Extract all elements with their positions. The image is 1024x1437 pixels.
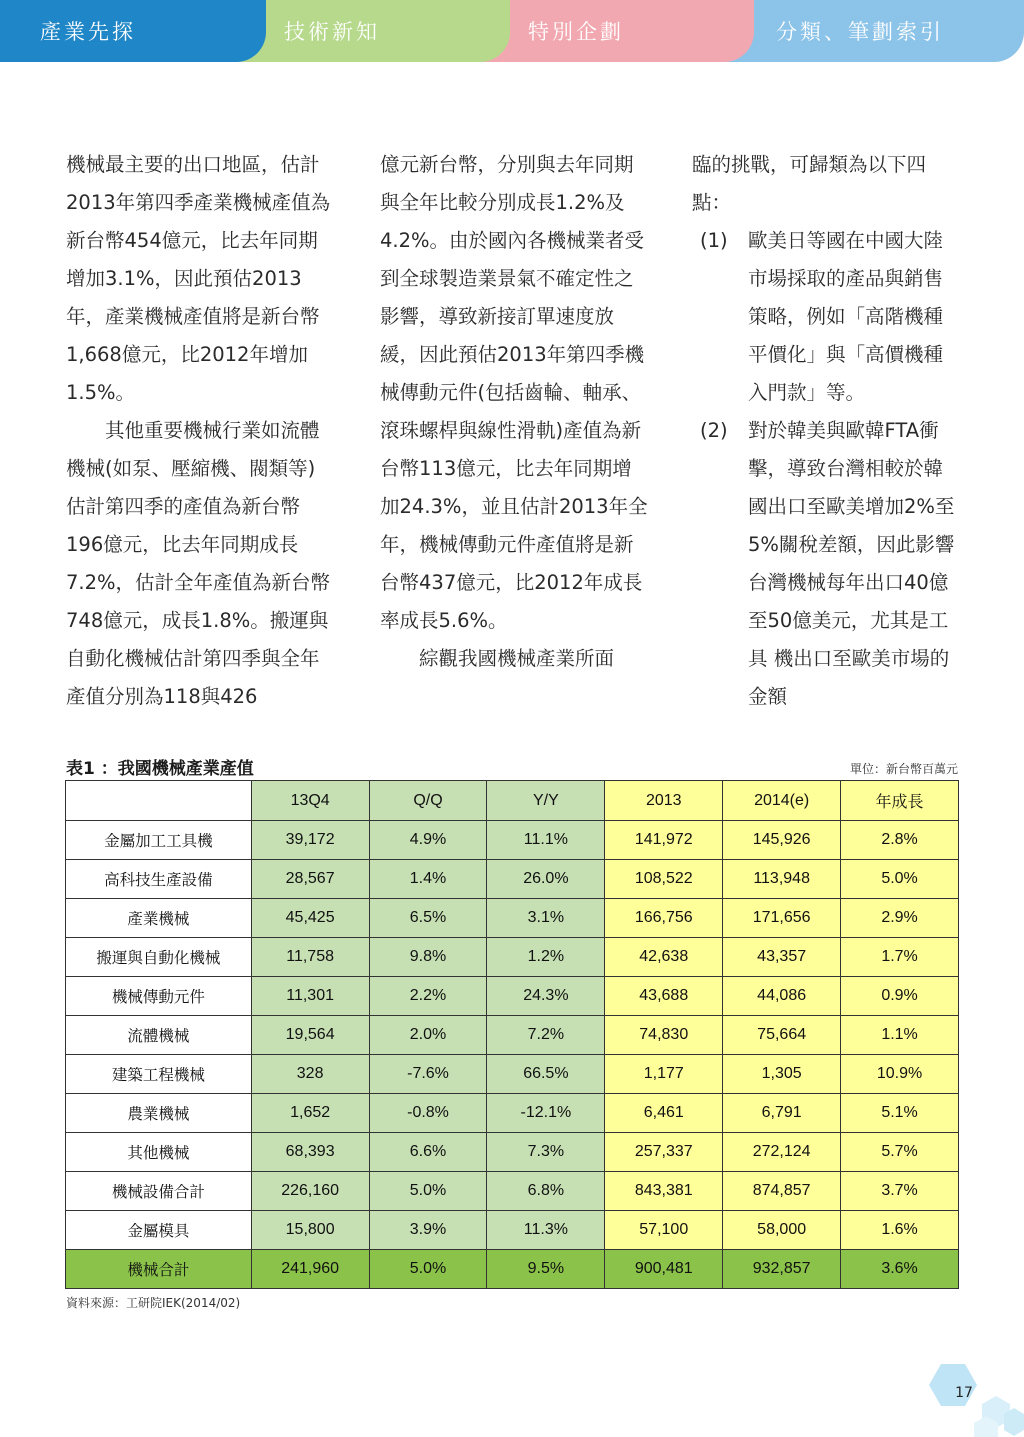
paragraph: 其他重要機械行業如流體機械(如泵、壓縮機、閥類等)估計第四季的產值為新台幣196億元，比去年同期成長7.2%，估計全年產值為新台幣748億元，成長1.8%。搬運與自動化機械估計第四季與全年產值分別為118與426: [66, 419, 331, 708]
table-cell: 272,124: [723, 1133, 841, 1172]
paragraph: 臨的挑戰，可歸類為以下四點：: [692, 153, 927, 214]
table-cell: 6.6%: [369, 1133, 487, 1172]
table-row: [66, 899, 959, 938]
table-cell: 145,926: [723, 821, 841, 860]
table-cell: 產業機械: [66, 899, 252, 938]
table-cell: 9.5%: [487, 1250, 605, 1289]
header-cell: 2014(e): [723, 781, 841, 821]
table-cell: 26.0%: [487, 860, 605, 899]
paragraph: 億元新台幣，分別與去年同期與全年比較分別成長1.2%及4.2%。由於國內各機械業者受到全球製造業景氣不確定性之影響，導致新接訂單速度放緩，因此預估2013年第四季機械傳動元件(包括齒輪、軸承、滾珠螺桿與線性滑軌)產值為新台幣113億元，比去年同期增加24.3%，並且估計2013年全年，機械傳動元件產值將是新台幣437億元，比2012年成長率成長5.6%。: [380, 153, 648, 632]
table-cell: 5.0%: [369, 1250, 487, 1289]
table-cell: 1,177: [605, 1055, 723, 1094]
table-cell: 19,564: [251, 1016, 369, 1055]
table-cell: 74,830: [605, 1016, 723, 1055]
table-cell: 5.0%: [369, 1172, 487, 1211]
table-cell: 2.9%: [841, 899, 959, 938]
header-cell: 年成長: [841, 781, 959, 821]
table-cell: 141,972: [605, 821, 723, 860]
table-cell: 11.1%: [487, 821, 605, 860]
table-cell: 44,086: [723, 977, 841, 1016]
table-row: [66, 821, 959, 860]
tab-label: 分類、筆劃索引: [776, 20, 944, 44]
table-row: [66, 860, 959, 899]
tab-label: 技術新知: [284, 20, 380, 44]
table-cell: 3.1%: [487, 899, 605, 938]
table-cell: 5.7%: [841, 1133, 959, 1172]
table-cell: 241,960: [251, 1250, 369, 1289]
table-cell: 4.9%: [369, 821, 487, 860]
table-cell: 226,160: [251, 1172, 369, 1211]
paragraph: 綜觀我國機械產業所面: [419, 647, 615, 670]
table-cell: 43,357: [723, 938, 841, 977]
table-cell: 15,800: [251, 1211, 369, 1250]
table-total-row: [66, 1250, 959, 1289]
table-cell: 3.6%: [841, 1250, 959, 1289]
tab-industry-explore[interactable]: [0, 0, 266, 62]
table-cell: -12.1%: [487, 1094, 605, 1133]
table-cell: 機械設備合計: [66, 1172, 252, 1211]
table-cell: 機械傳動元件: [66, 977, 252, 1016]
table-row: [66, 938, 959, 977]
table-cell: 6,791: [723, 1094, 841, 1133]
list-item-text: 對於韓美與歐韓FTA衝擊，導致台灣相較於韓國出口至歐美增加2%至5%關稅差額，因此影響台灣機械每年出口40億至50億美元，尤其是工具 機出口至歐美市場的金額: [748, 419, 955, 708]
table-row: [66, 1094, 959, 1133]
list-item: [692, 412, 960, 716]
table-cell: 2.2%: [369, 977, 487, 1016]
table-cell: 5.0%: [841, 860, 959, 899]
tab-label: 產業先探: [40, 20, 136, 44]
table-cell: 2.0%: [369, 1016, 487, 1055]
table-cell: 68,393: [251, 1133, 369, 1172]
list-item-number: (1): [700, 229, 728, 252]
table-row: [66, 1172, 959, 1211]
table-cell: 1.7%: [841, 938, 959, 977]
table-cell: 1.6%: [841, 1211, 959, 1250]
header-cell: [66, 781, 252, 821]
table-body: [66, 821, 959, 1289]
list-item: [692, 222, 960, 412]
table-cell: 2.8%: [841, 821, 959, 860]
table-cell: 3.9%: [369, 1211, 487, 1250]
table-cell: 農業機械: [66, 1094, 252, 1133]
table-cell: 1.4%: [369, 860, 487, 899]
table-cell: 7.2%: [487, 1016, 605, 1055]
table-cell: 0.9%: [841, 977, 959, 1016]
table-cell: 6.8%: [487, 1172, 605, 1211]
table-cell: 3.7%: [841, 1172, 959, 1211]
table-cell: 10.9%: [841, 1055, 959, 1094]
header-cell: 13Q4: [251, 781, 369, 821]
table-cell: 66.5%: [487, 1055, 605, 1094]
table-cell: 機械合計: [66, 1250, 252, 1289]
tab-label: 特別企劃: [528, 20, 624, 44]
header-cell: Y/Y: [487, 781, 605, 821]
article-column-1: [66, 146, 334, 716]
table-row: [66, 977, 959, 1016]
table-cell: 1.1%: [841, 1016, 959, 1055]
table-unit: 單位：新台幣百萬元: [849, 762, 958, 776]
page-number: 17: [955, 1385, 973, 1401]
table-cell: 28,567: [251, 860, 369, 899]
table-cell: 108,522: [605, 860, 723, 899]
table-cell: 166,756: [605, 899, 723, 938]
table-cell: 6.5%: [369, 899, 487, 938]
table-cell: 11,301: [251, 977, 369, 1016]
table-cell: 金屬模具: [66, 1211, 252, 1250]
table-row: [66, 1133, 959, 1172]
table-cell: 1,305: [723, 1055, 841, 1094]
table-cell: 45,425: [251, 899, 369, 938]
table-cell: 58,000: [723, 1211, 841, 1250]
table-header-row: [66, 781, 959, 821]
table-row: [66, 1055, 959, 1094]
table-source: 資料來源：工研院IEK(2014/02): [66, 1296, 241, 1310]
table-cell: 932,857: [723, 1250, 841, 1289]
table-cell: 57,100: [605, 1211, 723, 1250]
table-cell: 43,688: [605, 977, 723, 1016]
table-title: 表1 ：我國機械產業產值: [66, 759, 254, 779]
table-row: [66, 1211, 959, 1250]
section-nav: [0, 0, 1024, 62]
table-cell: 257,337: [605, 1133, 723, 1172]
paragraph: 機械最主要的出口地區，估計2013年第四季產業機械產值為新台幣454億元，比去年同期增加3.1%，因此預估2013年，產業機械產值將是新台幣1,668億元，比2012年增加1.5%。: [66, 153, 331, 404]
table-cell: 9.8%: [369, 938, 487, 977]
list-item-text: 歐美日等國在中國大陸市場採取的產品與銷售策略，例如「高階機種平價化」與「高價機種入門款」等。: [748, 229, 944, 404]
table-cell: 高科技生產設備: [66, 860, 252, 899]
table-cell: -0.8%: [369, 1094, 487, 1133]
table-cell: 1.2%: [487, 938, 605, 977]
table-cell: 874,857: [723, 1172, 841, 1211]
table-cell: 843,381: [605, 1172, 723, 1211]
article-column-3: [692, 146, 960, 716]
table-cell: 171,656: [723, 899, 841, 938]
table-cell: 搬運與自動化機械: [66, 938, 252, 977]
table-row: [66, 1016, 959, 1055]
header-cell: Q/Q: [369, 781, 487, 821]
table-cell: 75,664: [723, 1016, 841, 1055]
table-cell: 金屬加工工具機: [66, 821, 252, 860]
table-cell: 900,481: [605, 1250, 723, 1289]
table-cell: 1,652: [251, 1094, 369, 1133]
machinery-output-table: [65, 780, 959, 1289]
table-cell: 11.3%: [487, 1211, 605, 1250]
table-cell: 其他機械: [66, 1133, 252, 1172]
table-cell: 113,948: [723, 860, 841, 899]
table-cell: 6,461: [605, 1094, 723, 1133]
table-cell: 建築工程機械: [66, 1055, 252, 1094]
table-cell: 流體機械: [66, 1016, 252, 1055]
list-item-number: (2): [700, 419, 728, 442]
table-cell: 11,758: [251, 938, 369, 977]
table-cell: -7.6%: [369, 1055, 487, 1094]
table-cell: 5.1%: [841, 1094, 959, 1133]
table-cell: 328: [251, 1055, 369, 1094]
table-cell: 7.3%: [487, 1133, 605, 1172]
table-cell: 24.3%: [487, 977, 605, 1016]
table-cell: 39,172: [251, 821, 369, 860]
table-cell: 42,638: [605, 938, 723, 977]
header-cell: 2013: [605, 781, 723, 821]
article-column-2: [380, 146, 648, 678]
